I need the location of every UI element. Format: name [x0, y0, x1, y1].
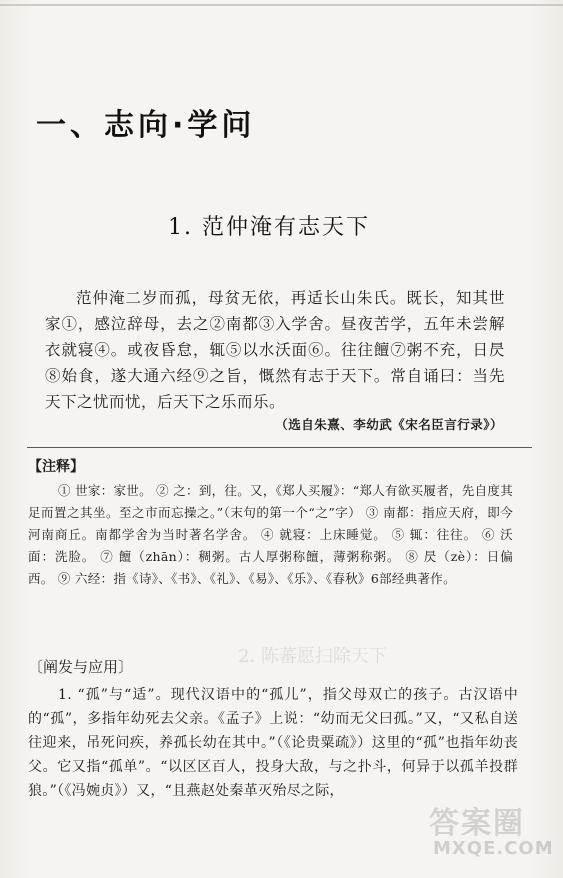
classical-text-body: 范仲淹二岁而孤，母贫无依，再适长山朱氏。既长，知其世家①，感泣辞母，去之②南都③入学舍。昼夜苦学，五年未尝解衣就寝④。或夜昏怠，辄⑤以水沃面⑥。往往饘⑦粥不充，日昃⑧始食，遂大通六经⑨之旨，慨然有志于天下。常自诵曰：当先天下之忧而忧，后天下之乐而乐。	[45, 289, 505, 411]
article-title: 1. 范仲淹有志天下	[168, 215, 370, 240]
elaboration-text: 1. “孤”与“适”。现代汉语中的“孤儿”，指父母双亡的孩子。古汉语中的“孤”，多指年幼死去父亲。《孟子》上说：“幼而无父曰孤。”又，“又私自送往迎来，吊死问疾，养孤长幼在其中。”（《论贵粟疏》）这里的“孤”也指年幼丧父。它又指“孤单”。“以区区百人，投身大敌，与之扑斗，何异于以孤羊投群狼。”（《冯婉贞》）又，“且燕赵处秦革灭殆尽之际，	[28, 687, 518, 799]
divider-line	[27, 447, 532, 448]
bleed-through-heading: 2. 陈蕃愿扫除天下	[238, 646, 387, 667]
notes-text: ① 世家：家世。 ② 之：到，往。又，《郑人买履》：“郑人有欲买履者，先自度其足而置之其坐。至之市而忘操之。”（末句的第一个“之”字） ③ 南都：指应天府，即今河南商丘。南都学舍为当时著名学舍。 ④ 就寝：上床睡觉。 ⑤ 辄：往往。 ⑥ 沃面：洗脸。 ⑦ 饘（zhān）：稠粥。古人厚粥称饘，薄粥称粥。 ⑧ 昃（zè）：日偏西。 ⑨ 六经：指《诗》、《书》、《礼》、《易》、《乐》、《春秋》6部经典著作。	[28, 483, 514, 586]
watermark-url: MXQE.COM	[433, 838, 554, 859]
notes-heading: 【注释】	[28, 459, 84, 475]
top-edge-rule	[0, 4, 563, 6]
section-title: 一、志向·学问	[36, 108, 256, 143]
watermark-logo	[425, 798, 555, 864]
elaboration-heading: 〔阐发与应用〕	[28, 658, 134, 676]
source-citation: （选自朱熹、李幼武《宋名臣言行录》）	[275, 417, 503, 432]
watermark-text: 答案圈	[429, 806, 525, 841]
